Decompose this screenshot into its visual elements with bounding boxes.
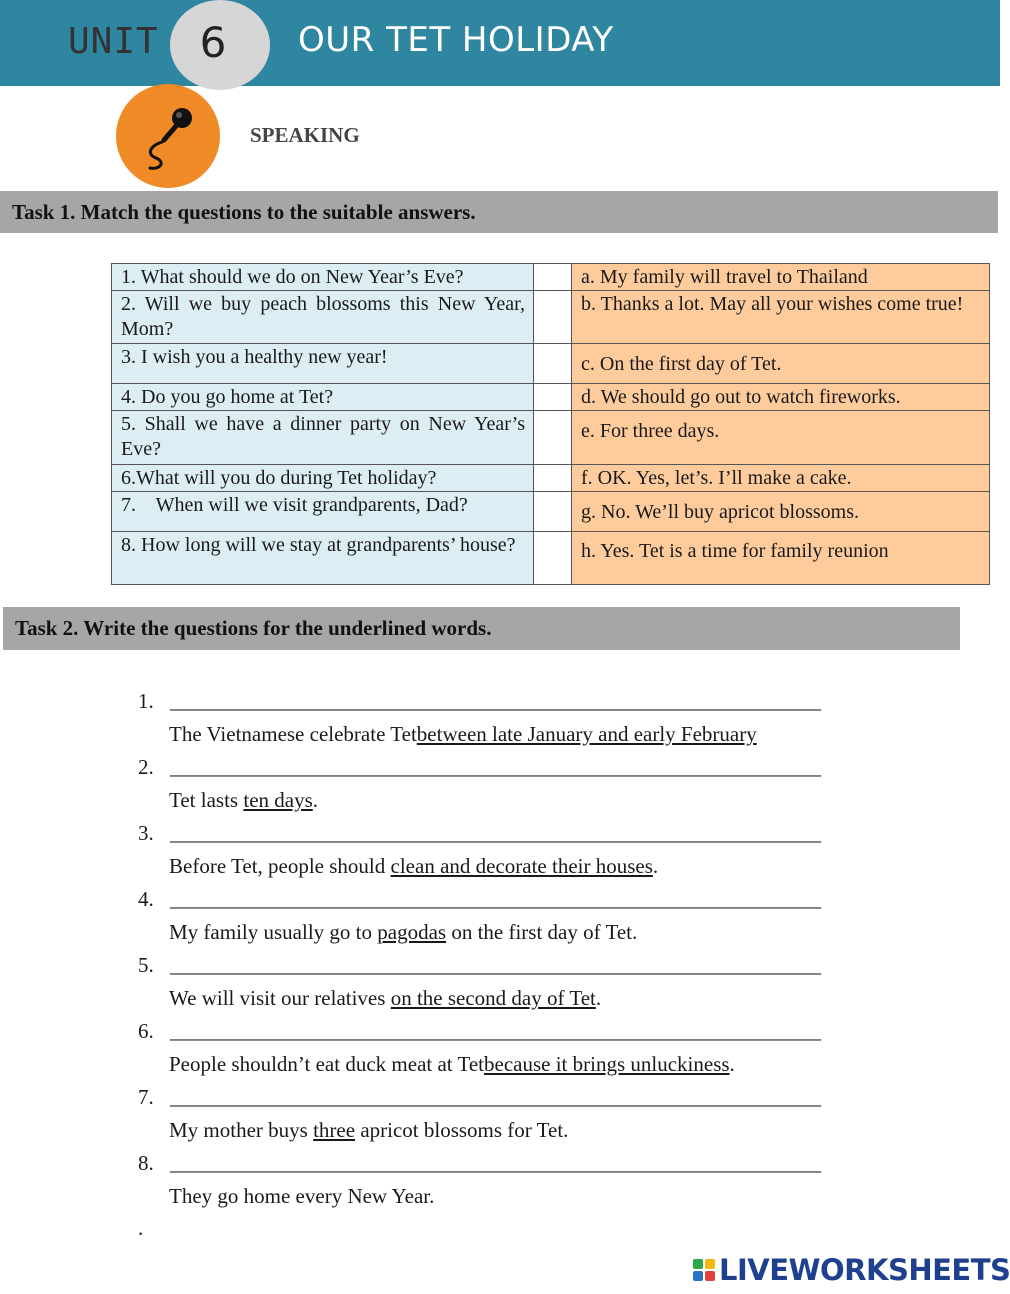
logo-icon: [693, 1259, 715, 1281]
question-cell: 3. I wish you a healthy new year!: [112, 344, 534, 384]
answer-blank[interactable]: [534, 344, 572, 384]
answer-line[interactable]: ______________________________________________________________: [170, 1151, 821, 1175]
answer-cell: a. My family will travel to Thailand: [572, 264, 990, 291]
table-row: [112, 532, 990, 585]
liveworksheets-logo[interactable]: [693, 1253, 1010, 1287]
item-number: 3.: [138, 821, 154, 845]
answer-line[interactable]: ______________________________________________________________: [170, 755, 821, 779]
item-number: 2.: [138, 755, 154, 779]
answer-line[interactable]: ______________________________________________________________: [170, 821, 821, 845]
item-number: 5.: [138, 953, 154, 977]
answer-line[interactable]: ______________________________________________________________: [170, 1019, 821, 1043]
matching-table: [111, 263, 990, 585]
table-row: [112, 465, 990, 492]
question-cell: 1. What should we do on New Year’s Eve?: [112, 264, 534, 291]
underlined-words: ten days: [243, 788, 313, 812]
unit-label: UNIT: [68, 21, 159, 62]
list-item: [138, 952, 918, 1018]
unit-number-circle: [170, 0, 270, 90]
prompt-sentence: [169, 919, 637, 945]
sentence-text: on the first day of Tet.: [446, 920, 638, 944]
sentence-text: .: [729, 1052, 735, 1076]
prompt-sentence: [169, 1051, 735, 1077]
answer-cell: c. On the first day of Tet.: [572, 344, 990, 384]
underlined-words: because it brings unluckiness: [484, 1052, 730, 1076]
sentence-text: My mother buys: [169, 1118, 314, 1142]
answer-blank[interactable]: [534, 532, 572, 585]
answer-line[interactable]: ______________________________________________________________: [170, 953, 821, 977]
unit-title: OUR TET HOLIDAY: [298, 20, 614, 60]
section-label: SPEAKING: [250, 123, 360, 147]
answer-blank[interactable]: [534, 291, 572, 344]
answer-blank[interactable]: [534, 411, 572, 465]
answer-line[interactable]: ______________________________________________________________: [170, 1085, 821, 1109]
sentence-text: People shouldn’t eat duck meat at Tet: [169, 1052, 485, 1076]
answer-blank[interactable]: [534, 384, 572, 411]
item-number: 7.: [138, 1085, 154, 1109]
item-number: 1.: [138, 689, 154, 713]
sentence-text: .: [652, 854, 659, 878]
item-number: 6.: [138, 1019, 154, 1043]
answer-cell: e. For three days.: [572, 411, 990, 465]
question-cell: 8. How long will we stay at grandparents’ house?: [112, 532, 534, 585]
list-item: [138, 886, 918, 952]
list-item: [138, 820, 918, 886]
table-row: [112, 492, 990, 532]
table-row: [112, 384, 990, 411]
item-number: 4.: [138, 887, 154, 911]
sentence-text: apricot blossoms for Tet.: [355, 1118, 569, 1142]
question-cell: 5. Shall we have a dinner party on New Year’s Eve?: [112, 411, 534, 465]
table-row: [112, 264, 990, 291]
logo-text: LIVEWORKSHEETS: [719, 1253, 1010, 1287]
prompt-sentence: [169, 1117, 568, 1143]
sentence-text: The Vietnamese celebrate Tet: [169, 722, 417, 746]
sentence-text: .: [595, 986, 602, 1010]
list-item: [138, 688, 918, 754]
table-row: [112, 291, 990, 344]
sentence-text: Before Tet, people should: [169, 854, 391, 878]
prompt-sentence: [169, 1183, 434, 1209]
answer-blank[interactable]: [534, 465, 572, 492]
question-cell: 6.What will you do during Tet holiday?: [112, 465, 534, 492]
question-list: [138, 688, 918, 1216]
underlined-words: three: [313, 1118, 356, 1142]
question-cell: 2. Will we buy peach blossoms this New Year, Mom?: [112, 291, 534, 344]
underlined-words: clean and decorate their houses: [390, 854, 653, 878]
list-item: [138, 1150, 918, 1216]
answer-blank[interactable]: [534, 492, 572, 532]
answer-line[interactable]: ______________________________________________________________: [170, 689, 821, 713]
prompt-sentence: [169, 853, 658, 879]
list-item: [138, 1084, 918, 1150]
underlined-words: pagodas: [377, 920, 447, 944]
answer-cell: d. We should go out to watch fireworks.: [572, 384, 990, 411]
answer-line[interactable]: ______________________________________________________________: [170, 887, 821, 911]
answer-cell: f. OK. Yes, let’s. I’ll make a cake.: [572, 465, 990, 492]
sentence-text: .: [312, 788, 319, 812]
list-item: [138, 754, 918, 820]
sentence-text: My family usually go to: [169, 920, 378, 944]
underlined-words: on the second day of Tet: [390, 986, 596, 1010]
question-cell: 7. When will we visit grandparents, Dad?: [112, 492, 534, 532]
item-number: 8.: [138, 1151, 154, 1175]
prompt-sentence: [169, 985, 601, 1011]
sentence-text: Tet lasts: [169, 788, 244, 812]
table-row: [112, 344, 990, 384]
task2-title: Task 2. Write the questions for the underlined words.: [3, 607, 960, 650]
answer-blank[interactable]: [534, 264, 572, 291]
microphone-icon: [116, 84, 220, 188]
list-item: [138, 1018, 918, 1084]
underlined-words: between late January and early February: [416, 722, 757, 746]
sentence-text: They go home every New Year.: [169, 1184, 435, 1208]
sentence-text: We will visit our relatives: [169, 986, 391, 1010]
table-row: [112, 411, 990, 465]
answer-cell: h. Yes. Tet is a time for family reunion: [572, 532, 990, 585]
task1-title: Task 1. Match the questions to the suitable answers.: [0, 191, 998, 233]
answer-cell: b. Thanks a lot. May all your wishes come true!: [572, 291, 990, 344]
answer-cell: g. No. We’ll buy apricot blossoms.: [572, 492, 990, 532]
question-cell: 4. Do you go home at Tet?: [112, 384, 534, 411]
prompt-sentence: [169, 787, 318, 813]
prompt-sentence: [169, 721, 757, 747]
unit-number: 6: [199, 17, 227, 67]
trailing-dot: .: [138, 1216, 144, 1240]
